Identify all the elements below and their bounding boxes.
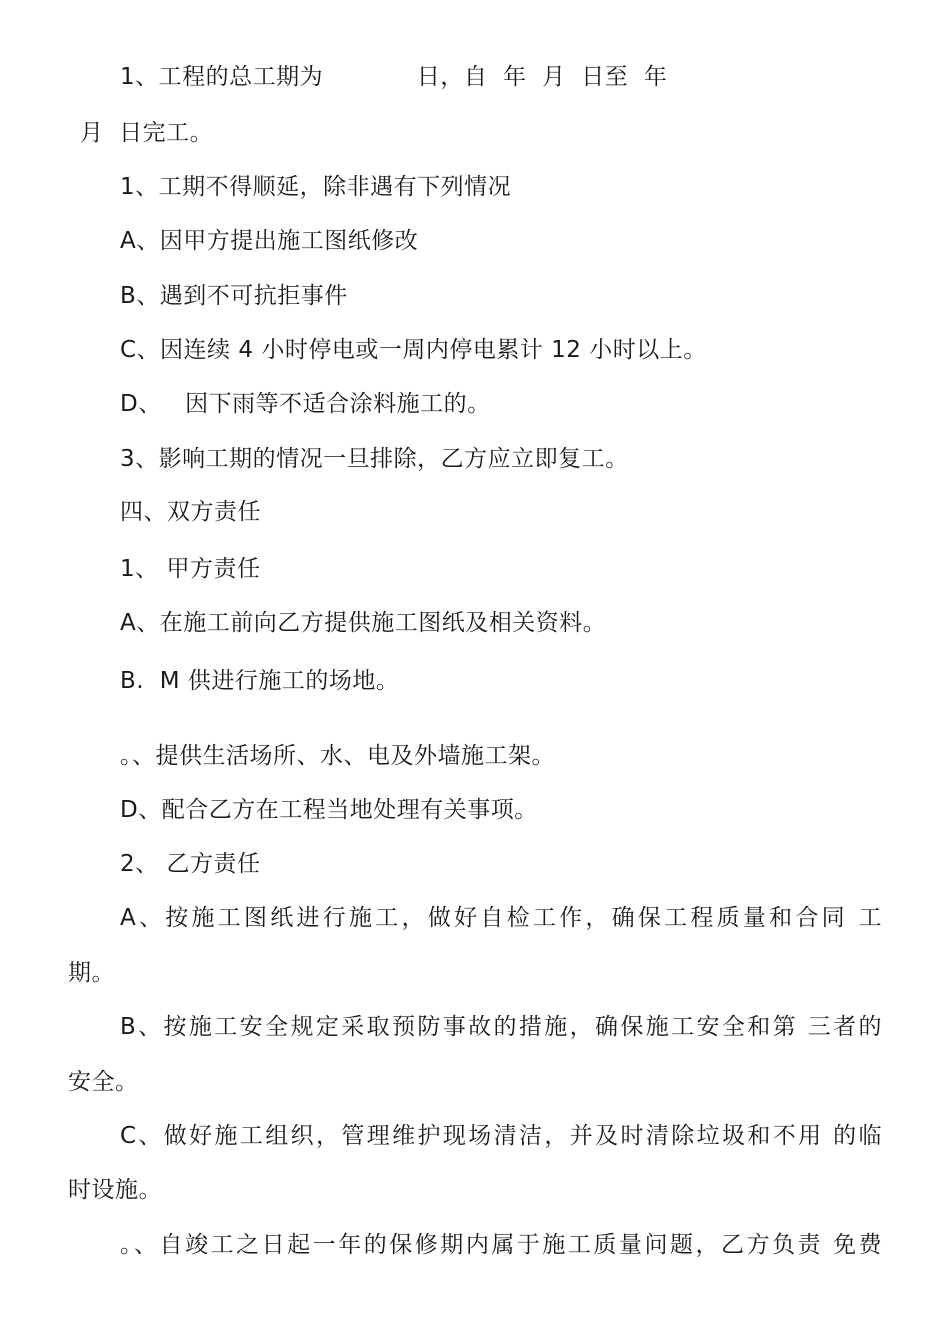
- clause-resume-work: 3、影响工期的情况一旦排除，乙方应立即复工。: [120, 446, 629, 472]
- clause-total-duration-cont: 月 日完工。: [80, 120, 214, 146]
- clause-item-d: D、 因下雨等不适合涂料施工的。: [120, 391, 491, 417]
- party-b-item-b: B、按施工安全规定采取预防事故的措施，确保施工安全和第 三者的: [120, 1014, 882, 1040]
- clause-item-b: B、遇到不可抗拒事件: [120, 283, 348, 309]
- subsection-party-a: 1、 甲方责任: [120, 556, 261, 582]
- party-b-item-c-cont: 时设施。: [68, 1177, 162, 1203]
- party-b-item-a-cont: 期。: [68, 960, 115, 986]
- party-a-item-a: A、在施工前向乙方提供施工图纸及相关资料。: [120, 610, 607, 636]
- party-a-item-b: B. M 供进行施工的场地。: [120, 668, 400, 694]
- party-b-item-d: 。、自竣工之日起一年的保修期内属于施工质量问题，乙方负责 免费: [120, 1232, 882, 1258]
- party-b-item-b-cont: 安全。: [68, 1069, 139, 1095]
- section-heading-responsibilities: 四、双方责任: [120, 499, 261, 525]
- clause-item-a: A、因甲方提出施工图纸修改: [120, 228, 419, 254]
- party-b-item-a: A、按施工图纸进行施工，做好自检工作，确保工程质量和合同 工: [120, 905, 882, 931]
- clause-item-c: C、因连续 4 小时停电或一周内停电累计 12 小时以上。: [120, 337, 707, 363]
- party-a-item-c: 。、提供生活场所、水、电及外墙施工架。: [120, 743, 555, 769]
- party-b-item-c: C、做好施工组织，管理维护现场清洁，并及时清除垃圾和不用 的临: [120, 1123, 882, 1149]
- party-a-item-d: D、配合乙方在工程当地处理有关事项。: [120, 797, 538, 823]
- clause-total-duration: 1、工程的总工期为 日，自 年 月 日至 年: [120, 64, 668, 90]
- clause-no-extension: 1、工期不得顺延，除非遇有下列情况: [120, 174, 512, 200]
- subsection-party-b: 2、 乙方责任: [120, 851, 261, 877]
